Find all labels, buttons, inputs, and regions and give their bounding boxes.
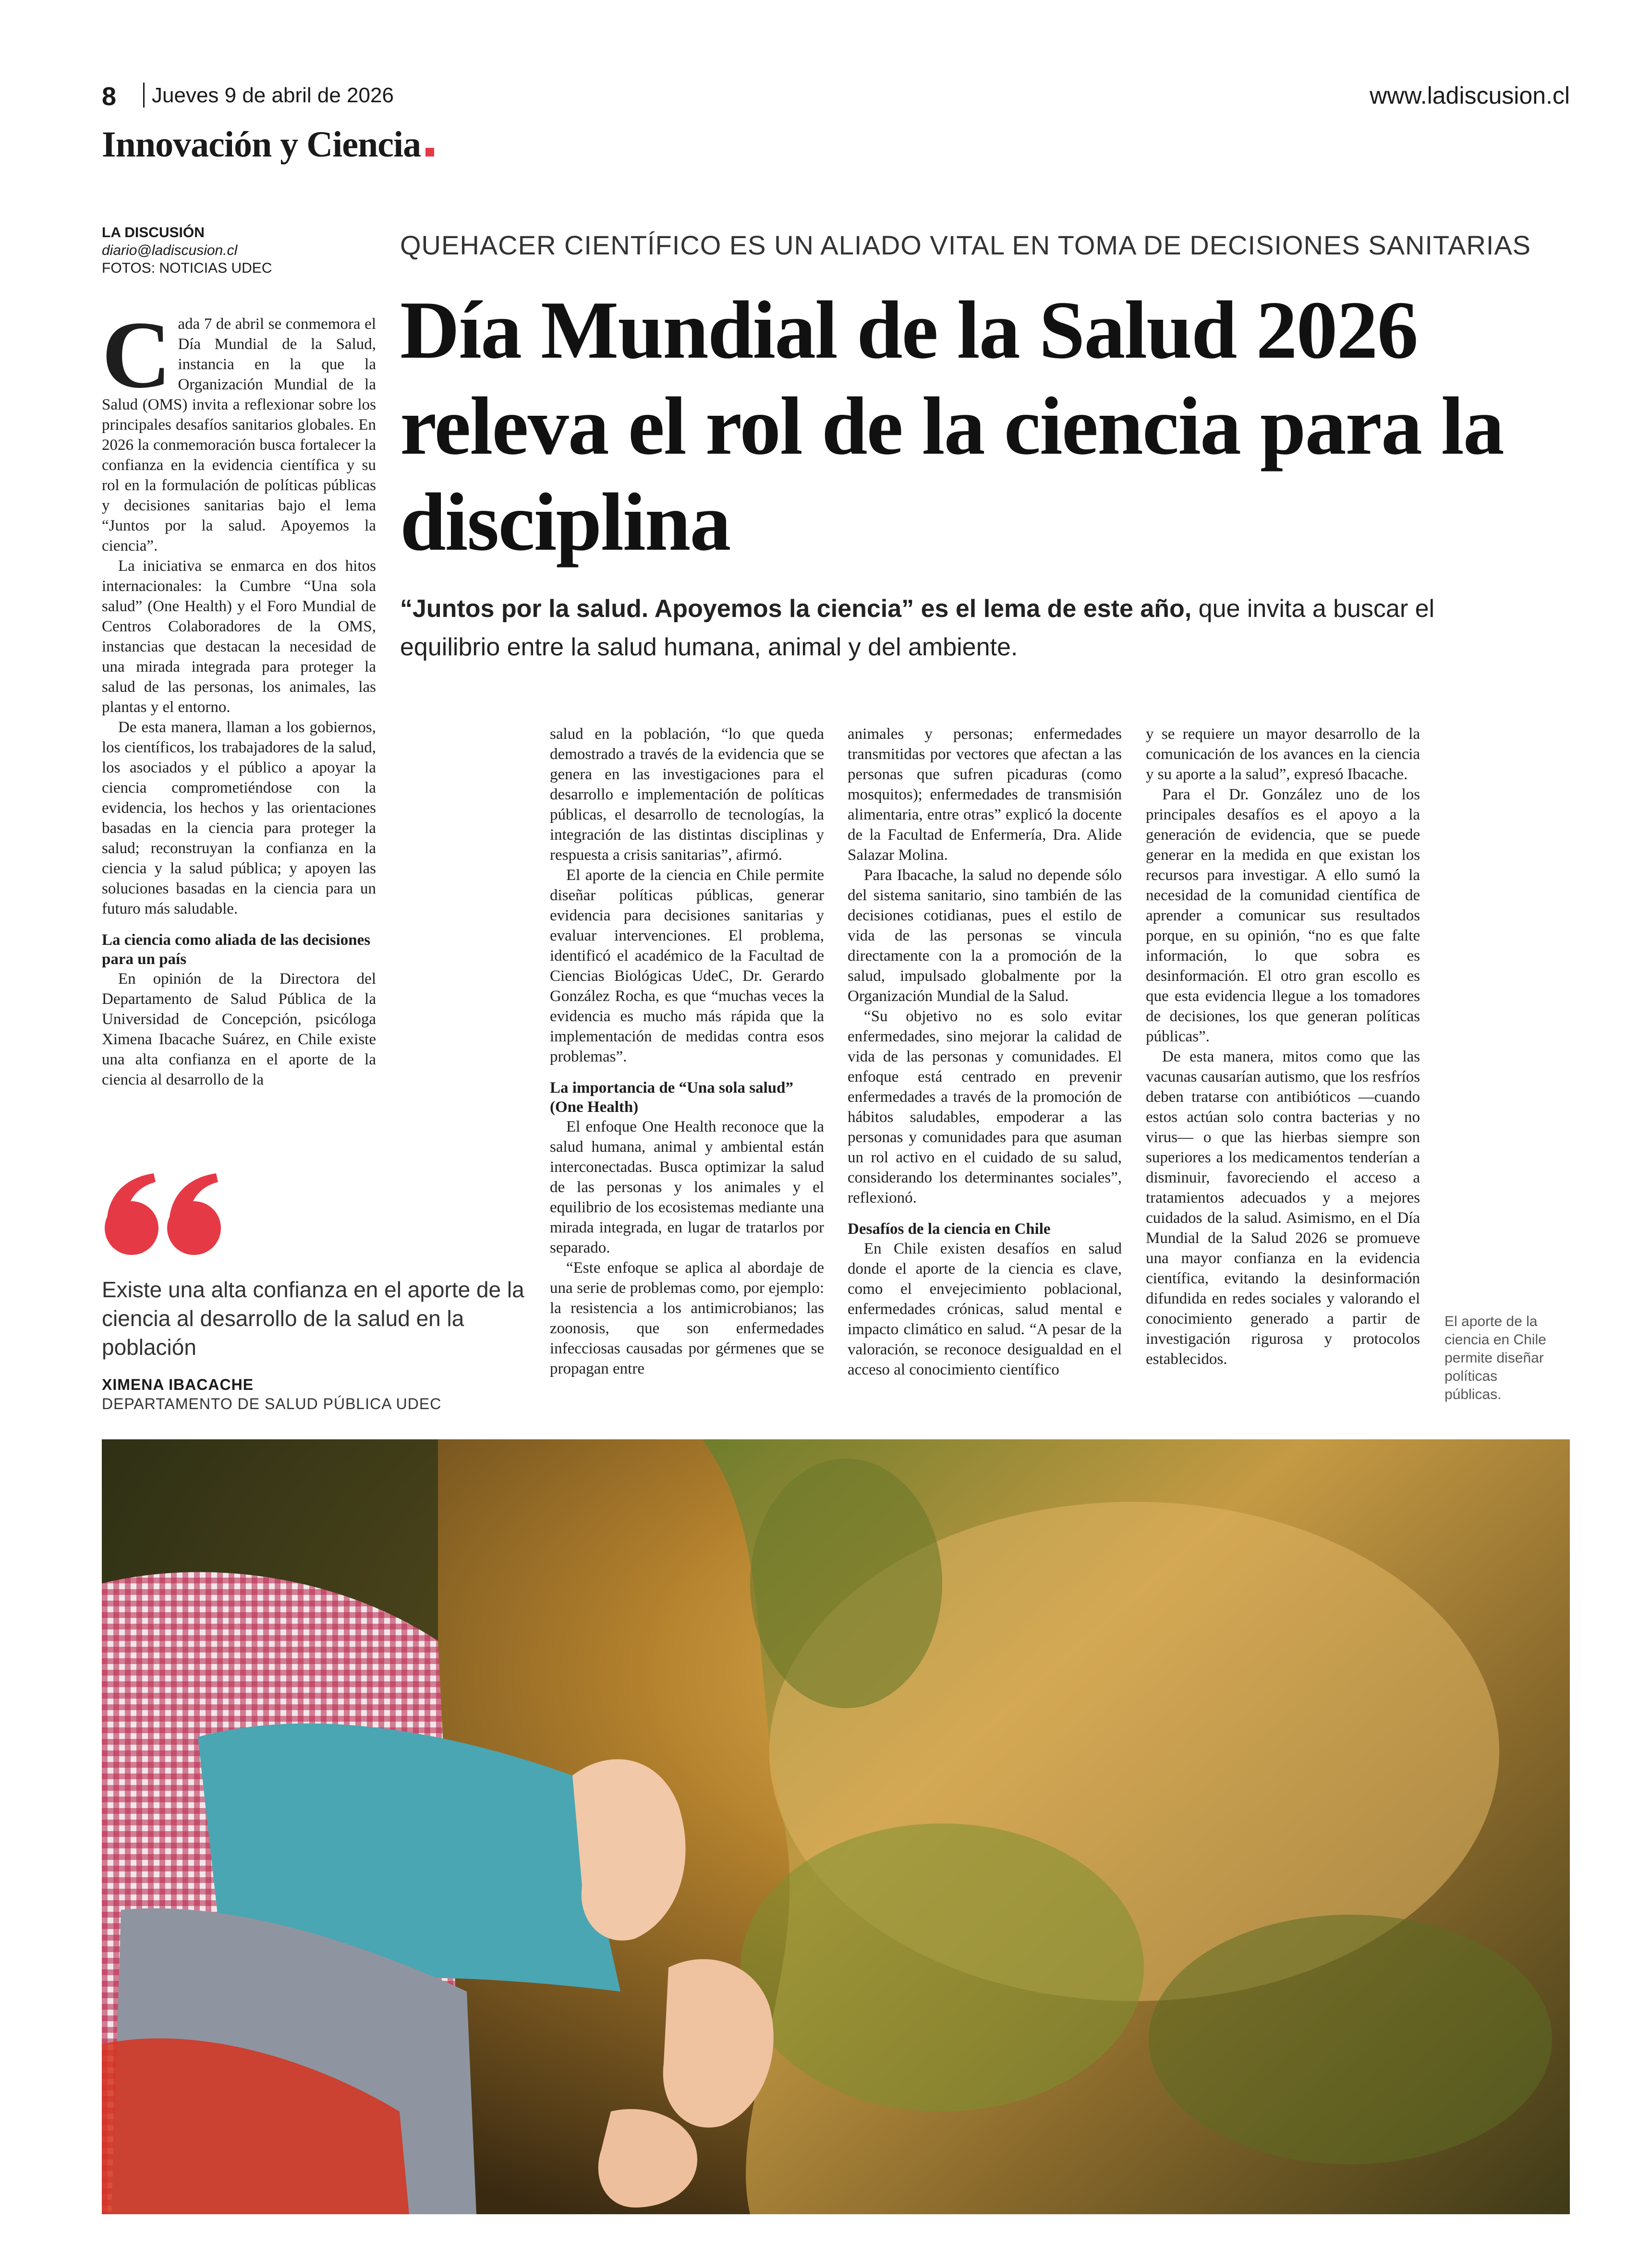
paragraph: En opinión de la Directora del Departamento de Salud Pública de la Universidad de Concepción, psicóloga Ximena Ibacache Suárez, en Chile existe una alta confianza en el aporte de la ciencia al desarrollo de la [102, 970, 376, 1088]
byline-email[interactable]: diario@ladiscusion.cl [102, 242, 238, 258]
byline-outlet: LA DISCUSIÓN [102, 225, 205, 241]
header-divider [143, 83, 145, 108]
paragraph: Para Ibacache, la salud no depende sólo del sistema sanitario, sino también de las decisiones cotidianas, pues el estilo de vida de las personas se vincula directamente con la a promoción de la salud, impulsado globalmente por la Organización Mundial de la Salud. [848, 867, 1122, 1005]
paragraph: De esta manera, llaman a los gobiernos, los científicos, los trabajadores de la salud, los asociados y el público a apoyar la ciencia comprometiéndose con la evidencia, los hechos y las orientaciones basadas en la ciencia para proteger la salud; reconstruyan la confianza en la ciencia y la salud pública; y apoyen las soluciones basadas en la ciencia para un futuro más saludable. [102, 719, 376, 917]
paragraph: En Chile existen desafíos en salud donde el aporte de la ciencia es clave, como el envejecimiento poblacional, enfermedades crónicas, salud mental e impacto climático en salud. “A pesar de la valoración, se reconoce desigualdad en el acceso al conocimiento científico [848, 1240, 1122, 1378]
header-date: Jueves 9 de abril de 2026 [152, 84, 394, 107]
subheading: Desafíos de la ciencia en Chile [848, 1220, 1051, 1238]
paragraph: El aporte de la ciencia en Chile permite diseñar políticas públicas, generar evidencia para decisiones sanitarias y evaluar intervenciones. El problema, identificó el académico de la Facultad de Ciencias Biológicas UdeC, Dr. Gerardo González Rocha, es que “muchas veces la evidencia es mucho más rápida que la implementación de medidas contra esos problemas”. [550, 867, 824, 1065]
deck-bold: “Juntos por la salud. Apoyemos la ciencia” es el lema de este año, [400, 595, 1192, 623]
article-column-4 [1146, 724, 1420, 1369]
byline-photos: FOTOS: NOTICIAS UDEC [102, 260, 272, 276]
section-accent-dot [425, 148, 434, 157]
byline [102, 224, 272, 277]
article-column-2 [550, 724, 824, 1379]
photo-caption: El aporte de la ciencia en Chile permite diseñar políticas públicas. [1445, 1314, 1546, 1402]
subheading: La importancia de “Una sola salud” (One Health) [550, 1079, 793, 1116]
article-column-3 [848, 724, 1122, 1380]
paragraph: y se requiere un mayor desarrollo de la comunicación de los avances en la ciencia y su aporte a la salud”, expresó Ibacache. [1146, 725, 1420, 783]
section-title-text: Innovación y Ciencia [102, 124, 421, 165]
paragraph: Para el Dr. González uno de los principales desafíos es el apoyo a la generación de evidencia, que se puede generar en la medida en que existan los recursos para investigar. A ello sumó la necesidad de la comunidad científica de aprender a comunicar sus resultados porque, en su opinión, “no es que falte información, lo que sobra es desinformación. El otro gran escollo es que esta evidencia llegue a los tomadores de decisiones, los que generan políticas públicas”. [1146, 786, 1420, 1045]
paragraph-text: ada 7 de abril se conmemora el Día Mundial de la Salud, instancia en la que la Organización Mundial de la Salud (OMS) invita a reflexionar sobre los principales desafíos sanitarios globales. En 2026 la conmemoración busca fortalecer la confianza en la evidencia científica y su rol en la formulación de políticas públicas y decisiones sanitarias bajo el lema “Juntos por la salud. Apoyemos la ciencia”. [102, 315, 376, 555]
paragraph: “Este enfoque se aplica al abordaje de una serie de problemas como, por ejemplo: la resistencia a los antimicrobianos; las zoonosis, que son enfermedades infecciosas causadas por gérmenes que se propagan entre [550, 1259, 824, 1377]
paragraph: animales y personas; enfermedades transmitidas por vectores que afectan a las personas que sufren picaduras (como mosquitos); enfermedades de transmisión alimentaria, entre otras” explicó la docente de la Facultad de Enfermería, Dra. Alide Salazar Molina. [848, 725, 1122, 864]
paragraph: “Su objetivo no es solo evitar enfermedades, sino mejorar la calidad de vida de las personas y comunidades. El enfoque está centrado en prevenir enfermedades a través de la promoción de hábitos saludables, empoderar a las personas y comunidades para que asuman un rol activo en el cuidado de su salud, considerando los determinantes sociales”, reflexionó. [848, 1008, 1122, 1206]
pull-quote-text: Existe una alta confianza en el aporte de la ciencia al desarrollo de la salud en la población [102, 1277, 524, 1360]
article-kicker: QUEHACER CIENTÍFICO ES UN ALIADO VITAL EN TOMA DE DECISIONES SANITARIAS [400, 230, 1531, 260]
pull-quote-role: DEPARTAMENTO DE SALUD PÚBLICA UDEC [102, 1395, 442, 1412]
photo-illustration [102, 1439, 1570, 2214]
deck-rest: que invita a buscar el equilibrio entre la salud humana, animal y del ambiente. [400, 595, 1435, 661]
quote-mark-icon [102, 1171, 227, 1258]
article-column-1 [102, 302, 376, 1090]
page-number: 8 [102, 82, 117, 111]
header-url[interactable]: www.ladiscusion.cl [1370, 82, 1570, 109]
article-headline: Día Mundial de la Salud 2026 releva el rol de la ciencia para la disciplina [400, 285, 1504, 568]
paragraph [102, 302, 376, 556]
paragraph: salud en la población, “lo que queda demostrado a través de la evidencia que se genera en las investigaciones para el desarrollo e implementación de políticas públicas, el desarrollo de tecnologías, la integración de las distintas disciplinas y respuesta a crisis sanitarias”, afirmó. [550, 725, 824, 864]
pull-quote-author: XIMENA IBACACHE [102, 1376, 254, 1393]
article-photo [102, 1439, 1570, 2214]
subheading: La ciencia como aliada de las decisiones para un país [102, 931, 371, 968]
section-title [102, 124, 434, 166]
paragraph: De esta manera, mitos como que las vacunas causarían autismo, que los resfríos deben tratarse con antibióticos —cuando estos actúan solo contra bacterias y no virus— o que las hierbas siempre son superiores a los medicamentos tenderían a disminuir, favoreciendo el acceso a tratamientos adecuados y a mejores cuidados de la salud. Asimismo, en el Día Mundial de la Salud 2026 se promueve una mayor confianza en la evidencia científica, evitando la desinformación difundida en redes sociales y valorando el conocimiento generado a partir de investigación rigurosa y protocolos establecidos. [1146, 1048, 1420, 1368]
article-deck [400, 590, 1514, 666]
paragraph: El enfoque One Health reconoce que la salud humana, animal y ambiental están interconectadas. Busca optimizar la salud de las personas y los animales y el equilibrio de los ecosistemas mediante una mirada integrada, en lugar de tratarlos por separado. [550, 1118, 824, 1256]
paragraph: La iniciativa se enmarca en dos hitos internacionales: la Cumbre “Una sola salud” (One Health) y el Foro Mundial de Centros Colaboradores de la OMS, instancias que destacan la necesidad de una mirada integrada para proteger la salud de las personas, los animales, las plantas y el entorno. [102, 557, 376, 716]
drop-cap: C [102, 302, 171, 408]
